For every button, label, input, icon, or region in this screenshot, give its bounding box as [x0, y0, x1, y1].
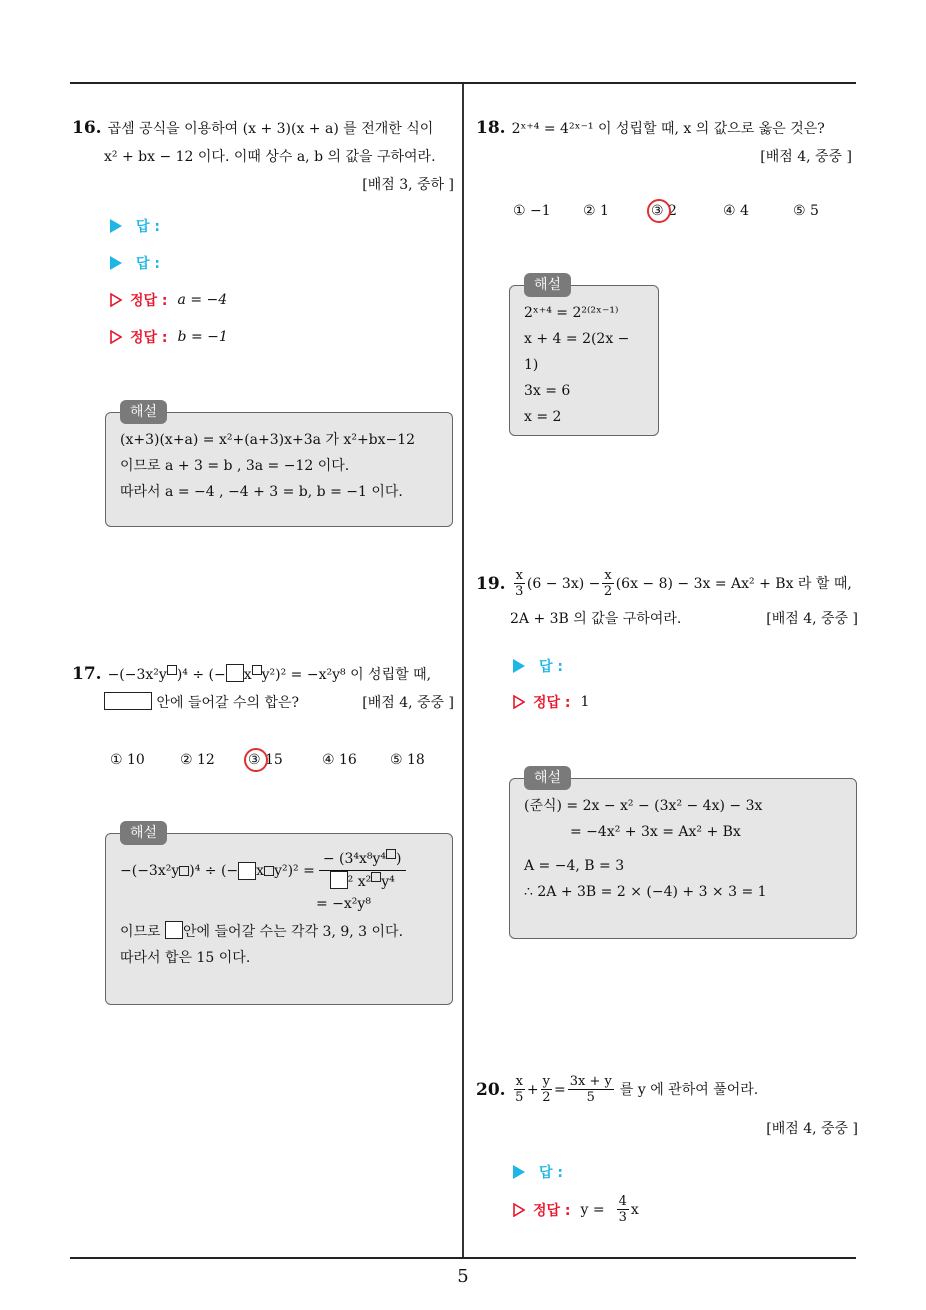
- q16-line1: 16. 곱셈 공식을 이용하여 (x + 3)(x + a) 를 전개한 식이: [72, 118, 434, 138]
- q17-explanation: 해설 −(−3x²y )⁴ ÷ (− x y²)² = $\frac{\text{− (3⁴x⁸y⁴ )}}{\text{² x² y⁴}}$ = −x²y⁸ 이므로 안에 들어갈 수는 각각 3, 9, 3 이다. 따라서 합은 15 이다.: [105, 833, 453, 1005]
- blank-box: [104, 692, 152, 710]
- q20-answer-frac: $\frac{4}{3}$: [618, 1194, 627, 1225]
- choice-5[interactable]: ⑤ 5: [793, 203, 819, 219]
- correct-arrow-icon: [110, 330, 122, 344]
- q19-number: 19.: [476, 573, 506, 594]
- choice-1[interactable]: ① −1: [513, 203, 551, 219]
- q16-correct-1: 정답 : a = −4: [110, 290, 227, 310]
- q17-choices: [110, 752, 425, 768]
- q20-correct: 정답 : y = $\frac{4}{3}$ x: [513, 1194, 639, 1225]
- choice-5[interactable]: ⑤ 18: [390, 752, 425, 768]
- q16-points: [배점 3, 중하 ]: [362, 177, 454, 193]
- q19-frac-2: $\frac{x}{2}$: [603, 568, 613, 599]
- q16-correct-2: 정답 : b = −1: [110, 327, 228, 347]
- blank-box: [330, 871, 348, 889]
- q18-number: 18.: [476, 118, 506, 138]
- blank-box: [252, 665, 262, 675]
- q16-line2: x² + bx − 12 이다. 이때 상수 a, b 의 값을 구하여라.: [104, 149, 436, 165]
- choice-4[interactable]: ④ 4: [723, 203, 749, 219]
- q17-line2: 안에 들어갈 수의 합은? [배점 4, 중중 ]: [72, 689, 454, 717]
- q16-number: 16.: [72, 118, 102, 138]
- q20-points: [배점 4, 중중 ]: [766, 1121, 858, 1137]
- column-divider: [462, 84, 464, 1257]
- q20-answer: 답 :: [513, 1162, 563, 1182]
- q19-line1: 19. $\frac{x}{3}$ (6 − 3x) − $\frac{x}{2}$ (6x − 8) − 3x = Ax² + Bx 라 할 때,: [476, 568, 852, 599]
- q17-exp-line2: 이므로 안에 들어갈 수는 각각 3, 9, 3 이다.: [120, 919, 438, 945]
- answer-arrow-icon: [110, 256, 122, 270]
- choice-1[interactable]: ① 10: [110, 752, 145, 768]
- q19-answer: 답 :: [513, 656, 563, 676]
- q18-explanation: 해설 2ˣ⁺⁴ = 2²⁽²ˣ⁻¹⁾ x + 4 = 2(2x − 1) 3x = 6 x = 2: [509, 285, 659, 436]
- q19-explanation: 해설 (준식) = 2x − x² − (3x² − 4x) − 3x = −4x² + 3x = Ax² + Bx A = −4, B = 3 ∴ 2A + 3B = 2 × (−4) + 3 × 3 = 1: [509, 778, 857, 939]
- explanation-tag: 해설: [120, 821, 167, 845]
- blank-box: [167, 665, 177, 675]
- blank-box: [179, 866, 189, 876]
- choice-2[interactable]: ② 12: [180, 752, 215, 768]
- q20-number: 20.: [476, 1079, 506, 1100]
- q19-correct: 정답 : 1: [513, 692, 589, 712]
- q17-exp-result: = −x²y⁸: [316, 896, 371, 912]
- choice-3-selected[interactable]: ③ 15: [248, 752, 322, 768]
- q17-exp-eq: −(−3x²y )⁴ ÷ (− x y²)² = $\frac{\text{− (3⁴x⁸y⁴ )}}{\text{² x² y⁴}}$: [120, 848, 438, 893]
- blank-box: [226, 664, 244, 682]
- q16-answer-2: 답 :: [110, 253, 160, 273]
- q18-choices: [513, 203, 819, 219]
- answer-arrow-icon: [513, 659, 525, 673]
- q16-answer-1: 답 :: [110, 216, 160, 236]
- blank-box: [165, 921, 183, 939]
- choice-4[interactable]: ④ 16: [322, 752, 357, 768]
- q18-line1: 18. 2ˣ⁺⁴ = 4²ˣ⁻¹ 이 성립할 때, x 의 값으로 옳은 것은?: [476, 118, 825, 138]
- q18-points: [배점 4, 중중 ]: [760, 149, 852, 165]
- bottom-rule: [70, 1257, 856, 1259]
- explanation-tag: 해설: [120, 400, 167, 424]
- blank-box: [238, 862, 256, 880]
- answer-arrow-icon: [513, 1165, 525, 1179]
- q20-line1: 20. $\frac{x}{5}$ + $\frac{y}{2}$ = $\frac{3x + y}{5}$ 를 y 에 관하여 풀어라.: [476, 1074, 759, 1105]
- page-number: 5: [457, 1266, 469, 1287]
- choice-2[interactable]: ② 1: [583, 203, 609, 219]
- correct-arrow-icon: [513, 695, 525, 709]
- q20-frac-3: $\frac{3x + y}{5}$: [569, 1074, 612, 1105]
- q17-exp-fraction: $\frac{\text{− (3⁴x⁸y⁴ )}}{\text{² x² y⁴}}$: [319, 848, 406, 893]
- correct-arrow-icon: [110, 293, 122, 307]
- q19-frac-1: $\frac{x}{3}$: [515, 568, 524, 599]
- question-16: [72, 114, 454, 199]
- q17-line1: 17. −(−3x²y )⁴ ÷ (− x y²)² = −x²y⁸ 이 성립할 때,: [72, 664, 432, 684]
- blank-box: [386, 849, 396, 859]
- q20-frac-1: $\frac{x}{5}$: [515, 1074, 524, 1105]
- q19-line2: 2A + 3B 의 값을 구하여라. [배점 4, 중중 ]: [476, 605, 858, 633]
- question-17: [72, 660, 454, 717]
- correct-arrow-icon: [513, 1203, 525, 1217]
- question-19: [476, 568, 858, 633]
- q20-frac-2: $\frac{y}{2}$: [542, 1074, 551, 1105]
- question-18: [476, 114, 858, 171]
- blank-box: [264, 866, 274, 876]
- q16-explanation: 해설 (x+3)(x+a) = x²+(a+3)x+3a 가 x²+bx−12 이므로 a + 3 = b , 3a = −12 이다. 따라서 a = −4 , −4 + 3 = b, b = −1 이다.: [105, 412, 453, 527]
- choice-3-selected[interactable]: ③ 2: [651, 203, 723, 219]
- question-20: [476, 1074, 858, 1143]
- explanation-tag: 해설: [524, 273, 571, 297]
- selected-circle-icon: [244, 748, 268, 772]
- blank-box: [371, 872, 381, 882]
- q17-points: [배점 4, 중중 ]: [362, 695, 454, 711]
- explanation-tag: 해설: [524, 766, 571, 790]
- q17-number: 17.: [72, 664, 102, 684]
- selected-circle-icon: [647, 199, 671, 223]
- q19-points: [배점 4, 중중 ]: [766, 611, 858, 627]
- answer-arrow-icon: [110, 219, 122, 233]
